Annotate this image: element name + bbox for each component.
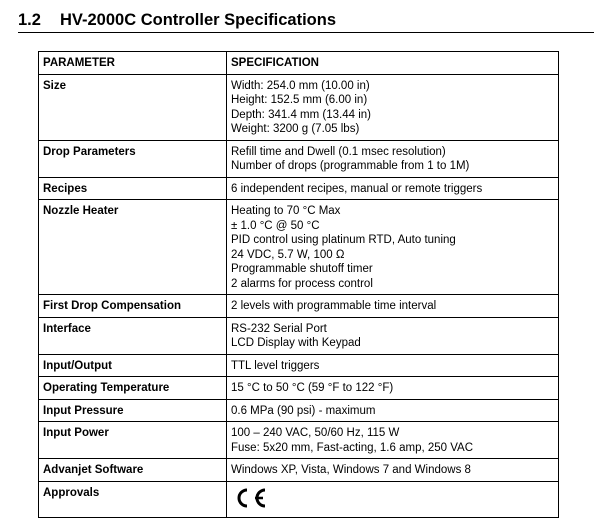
specification-line: Heating to 70 °C Max bbox=[231, 205, 341, 217]
specification-line: LCD Display with Keypad bbox=[231, 337, 361, 349]
table-row bbox=[39, 377, 559, 400]
specification-cell bbox=[227, 200, 559, 295]
parameter-cell: Size bbox=[39, 74, 227, 140]
specification-line: Number of drops (programmable from 1 to 1M) bbox=[231, 160, 470, 172]
table-row bbox=[39, 317, 559, 354]
table-row bbox=[39, 354, 559, 377]
table-row bbox=[39, 399, 559, 422]
table-body bbox=[39, 74, 559, 518]
specification-line: 15 °C to 50 °C (59 °F to 122 °F) bbox=[231, 382, 394, 394]
specification-cell bbox=[227, 399, 559, 422]
parameter-cell: Advanjet Software bbox=[39, 459, 227, 482]
table-row bbox=[39, 200, 559, 295]
specification-line: Windows XP, Vista, Windows 7 and Windows 8 bbox=[231, 464, 471, 476]
parameter-cell: First Drop Compensation bbox=[39, 295, 227, 318]
specification-line: 6 independent recipes, manual or remote triggers bbox=[231, 182, 483, 195]
table-row bbox=[39, 177, 559, 200]
specification-cell bbox=[227, 377, 559, 400]
parameter-cell: Operating Temperature bbox=[39, 377, 227, 400]
table-row bbox=[39, 74, 559, 140]
specification-line: PID control using platinum RTD, Auto tuning bbox=[231, 234, 456, 246]
parameter-cell: Recipes bbox=[39, 177, 227, 200]
parameter-cell: Input Pressure bbox=[39, 399, 227, 422]
section-number: 1.2 bbox=[18, 11, 41, 29]
specification-cell bbox=[227, 140, 559, 177]
specification-line: Fuse: 5x20 mm, Fast-acting, 1.6 amp, 250 VAC bbox=[231, 441, 474, 454]
specification-cell bbox=[227, 74, 559, 140]
table-row bbox=[39, 140, 559, 177]
specification-line: RS-232 Serial Port bbox=[231, 322, 327, 335]
table-row bbox=[39, 295, 559, 318]
specification-cell bbox=[227, 422, 559, 459]
specification-line: Programmable shutoff timer bbox=[231, 263, 373, 275]
specification-line: TTL level triggers bbox=[231, 359, 320, 372]
specification-cell bbox=[227, 459, 559, 482]
parameter-cell: Drop Parameters bbox=[39, 140, 227, 177]
ce-mark-icon bbox=[231, 487, 271, 509]
specification-line: 100 – 240 VAC, 50/60 Hz, 115 W bbox=[231, 427, 400, 439]
table-row bbox=[39, 422, 559, 459]
specification-cell bbox=[227, 317, 559, 354]
parameter-cell: Approvals bbox=[39, 481, 227, 518]
section-heading bbox=[18, 10, 594, 33]
specification-line: 2 levels with programmable time interval bbox=[231, 300, 437, 312]
header-parameter: PARAMETER bbox=[39, 52, 227, 75]
table-row bbox=[39, 459, 559, 482]
specification-line: Width: 254.0 mm (10.00 in) bbox=[231, 79, 370, 92]
parameter-cell: Input/Output bbox=[39, 354, 227, 377]
specification-cell bbox=[227, 481, 559, 518]
specification-line: Height: 152.5 mm (6.00 in) bbox=[231, 94, 368, 106]
specification-line: ± 1.0 °C @ 50 °C bbox=[231, 219, 320, 232]
specification-line: Refill time and Dwell (0.1 msec resolution) bbox=[231, 145, 446, 158]
specification-line: Weight: 3200 g (7.05 lbs) bbox=[231, 123, 360, 135]
specification-line: Depth: 341.4 mm (13.44 in) bbox=[231, 108, 371, 121]
specification-line: 2 alarms for process control bbox=[231, 277, 373, 290]
specification-cell bbox=[227, 295, 559, 318]
specification-cell bbox=[227, 354, 559, 377]
specification-cell bbox=[227, 177, 559, 200]
section-title: HV-2000C Controller Specifications bbox=[60, 11, 336, 29]
header-specification: SPECIFICATION bbox=[227, 52, 559, 75]
parameter-cell: Nozzle Heater bbox=[39, 200, 227, 295]
table-header-row bbox=[39, 52, 559, 75]
spec-table bbox=[38, 51, 559, 518]
table-row bbox=[39, 481, 559, 518]
parameter-cell: Input Power bbox=[39, 422, 227, 459]
parameter-cell: Interface bbox=[39, 317, 227, 354]
specification-line: 0.6 MPa (90 psi) - maximum bbox=[231, 404, 376, 417]
specification-line: 24 VDC, 5.7 W, 100 Ω bbox=[231, 248, 345, 261]
